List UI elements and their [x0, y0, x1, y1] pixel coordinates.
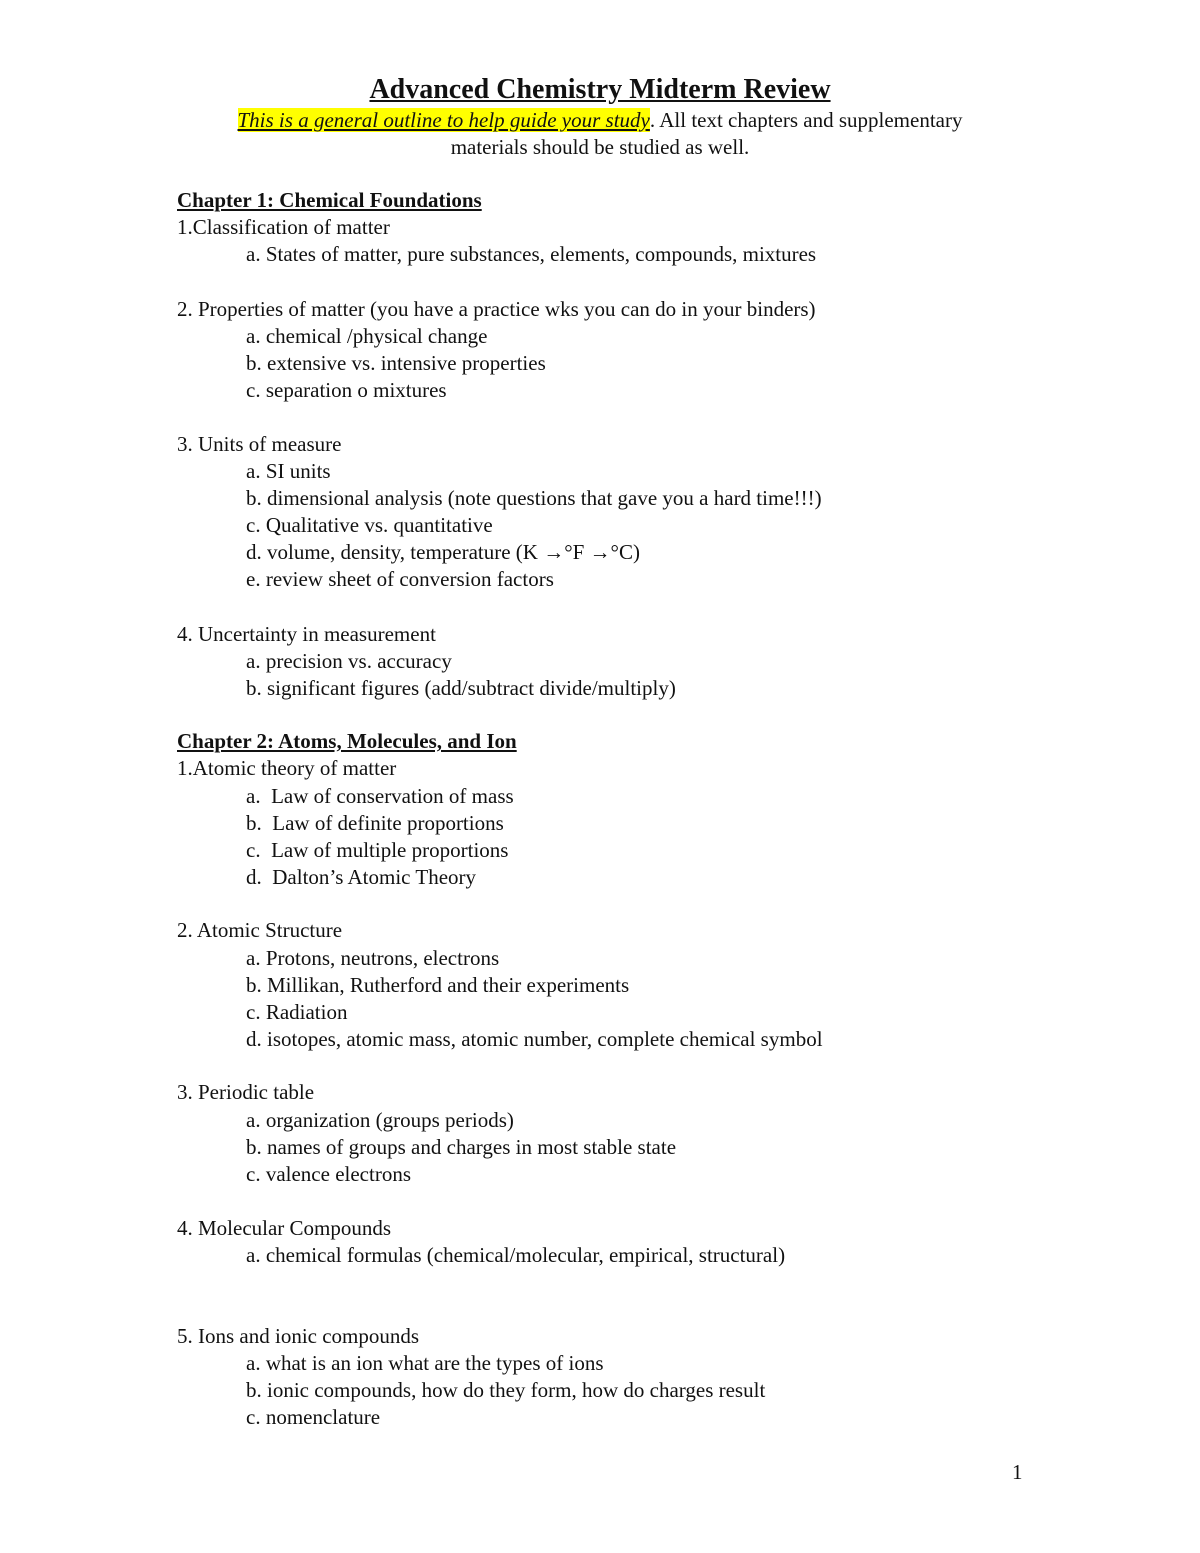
- ch2-section-3-item: b. names of groups and charges in most stable state: [246, 1135, 677, 1159]
- ch1-section-1-title: 1.Classification of matter: [177, 215, 390, 239]
- ch2-section-1-item: a. Law of conservation of mass: [246, 784, 514, 808]
- ch1-section-4-item: b. significant figures (add/subtract divide/multiply): [246, 676, 676, 700]
- ch2-section-2-item: d. isotopes, atomic mass, atomic number, complete chemical symbol: [246, 1027, 823, 1051]
- ch1-section-2-item: c. separation o mixtures: [246, 378, 447, 402]
- ch1-section-4-item: a. precision vs. accuracy: [246, 649, 452, 673]
- chapter-2-heading: Chapter 2: Atoms, Molecules, and Ion: [177, 729, 517, 753]
- ch1-section-1-item: a. States of matter, pure substances, elements, compounds, mixtures: [246, 242, 817, 266]
- ch2-section-4-title: 4. Molecular Compounds: [177, 1216, 392, 1240]
- ch2-section-3-item: a. organization (groups periods): [246, 1108, 514, 1132]
- intro-rest-line-1: . All text chapters and supplementary: [649, 108, 963, 132]
- document-title: Advanced Chemistry Midterm Review: [369, 74, 831, 105]
- ch1-section-2-item: b. extensive vs. intensive properties: [246, 351, 546, 375]
- ch2-section-5-title: 5. Ions and ionic compounds: [177, 1324, 420, 1348]
- ch2-section-1-item: d. Dalton’s Atomic Theory: [246, 865, 477, 889]
- ch2-section-2-item: c. Radiation: [246, 1000, 348, 1024]
- ch2-section-5-item: b. ionic compounds, how do they form, how do charges result: [246, 1378, 766, 1402]
- ch1-section-3-item: e. review sheet of conversion factors: [246, 567, 554, 591]
- ch2-section-5-item: c. nomenclature: [246, 1405, 381, 1429]
- ch2-section-1-item: b. Law of definite proportions: [246, 811, 504, 835]
- ch1-section-2-item: a. chemical /physical change: [246, 324, 488, 348]
- ch2-section-3-item: c. valence electrons: [246, 1162, 411, 1186]
- ch2-section-2-item: a. Protons, neutrons, electrons: [246, 946, 500, 970]
- ch2-section-5-item: a. what is an ion what are the types of ions: [246, 1351, 604, 1375]
- ch2-section-1-item: c. Law of multiple proportions: [246, 838, 509, 862]
- intro-text: [0, 107, 1200, 161]
- page-number: 1: [1012, 1460, 1023, 1484]
- ch1-section-3-item: a. SI units: [246, 459, 331, 483]
- ch1-section-3-title: 3. Units of measure: [177, 432, 342, 456]
- ch1-section-3-item: c. Qualitative vs. quantitative: [246, 513, 493, 537]
- ch1-section-3-item: d. volume, density, temperature (K →°F →°C): [246, 540, 640, 564]
- chapter-1-heading: Chapter 1: Chemical Foundations: [177, 188, 482, 212]
- ch2-section-4-item: a. chemical formulas (chemical/molecular, empirical, structural): [246, 1243, 786, 1267]
- ch2-section-2-item: b. Millikan, Rutherford and their experiments: [246, 973, 630, 997]
- ch1-section-3-item: b. dimensional analysis (note questions that gave you a hard time!!!): [246, 486, 822, 510]
- ch2-section-1-title: 1.Atomic theory of matter: [177, 756, 397, 780]
- ch1-section-2-title: 2. Properties of matter (you have a practice wks you can do in your binders): [177, 297, 816, 321]
- intro-rest-line-2: materials should be studied as well.: [450, 135, 750, 159]
- ch2-section-2-title: 2. Atomic Structure: [177, 918, 343, 942]
- intro-highlight: This is a general outline to help guide your study: [237, 108, 650, 132]
- ch1-section-4-title: 4. Uncertainty in measurement: [177, 622, 436, 646]
- ch2-section-3-title: 3. Periodic table: [177, 1080, 315, 1104]
